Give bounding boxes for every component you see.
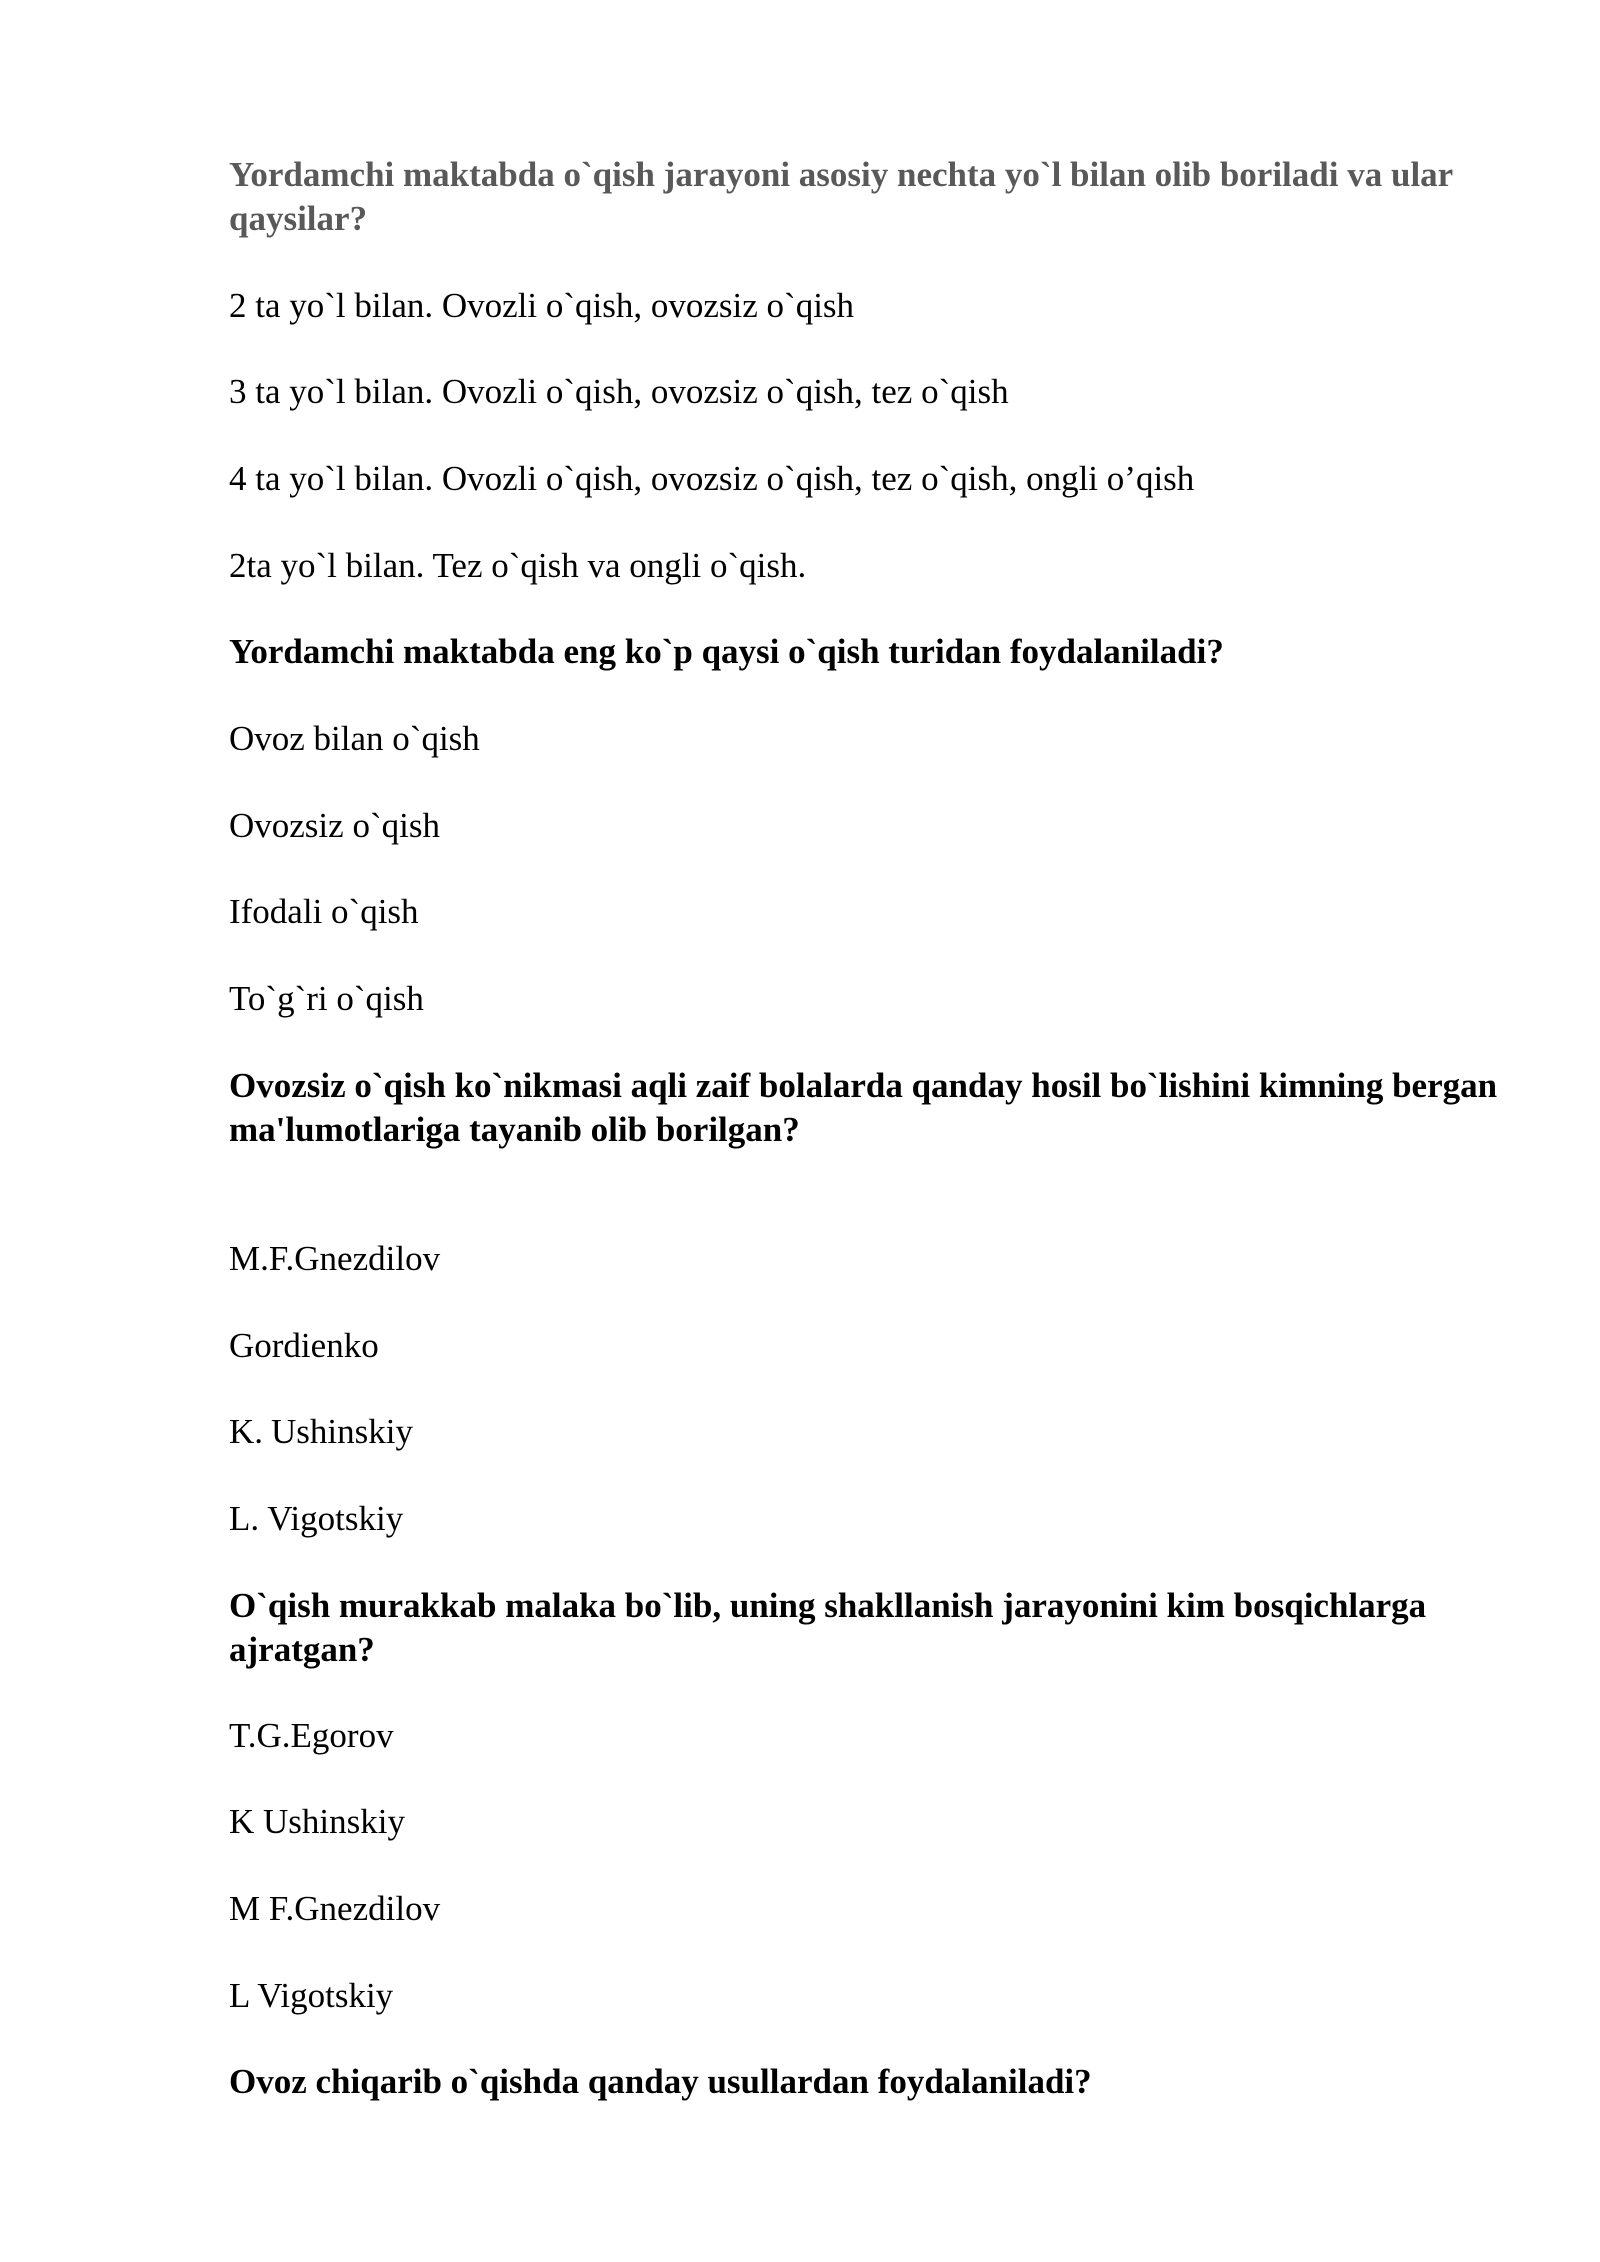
question-5: Ovoz chiqarib o`qishda qanday usullardan foydalaniladi? (229, 2062, 1092, 2101)
question-3-option-1: M.F.Gnezdilov (229, 1239, 441, 1278)
question-3: Ovozsiz o`qish ko`nikmasi aqli zaif bolalarda qanday hosil bo`lishini kimning bergan ma'lumotlariga tayanib olib borilgan? (229, 1066, 1498, 1149)
question-4-option-3: M F.Gnezdilov (229, 1889, 441, 1928)
question-4: O`qish murakkab malaka bo`lib, uning shakllanish jarayonini kim bosqichlarga ajratgan? (229, 1586, 1427, 1669)
question-1-option-4: 2ta yo`l bilan. Tez o`qish va ongli o`qish. (229, 546, 807, 585)
question-4-option-4: L Vigotskiy (229, 1976, 394, 2015)
question-2: Yordamchi maktabda eng ko`p qaysi o`qish turidan foydalaniladi? (229, 632, 1224, 671)
question-1: Yordamchi maktabda o`qish jarayoni asosiy nechta yo`l bilan olib boriladi va ular qaysilar? (229, 155, 1453, 238)
question-2-option-3: Ifodali o`qish (229, 892, 419, 931)
question-1-option-1: 2 ta yo`l bilan. Ovozli o`qish, ovozsiz o`qish (229, 286, 855, 325)
question-1-option-2: 3 ta yo`l bilan. Ovozli o`qish, ovozsiz o`qish, tez o`qish (229, 372, 1009, 411)
question-2-option-2: Ovozsiz o`qish (229, 806, 440, 845)
question-4-option-1: T.G.Egorov (229, 1716, 394, 1755)
option-prefix: K. (229, 1412, 264, 1451)
option-name: Ushinskiy (271, 1412, 413, 1451)
question-3-option-3 (229, 1410, 413, 1454)
question-3-option-2: Gordienko (229, 1326, 379, 1365)
question-2-option-4: To`g`ri o`qish (229, 979, 424, 1018)
question-4-option-2: K Ushinskiy (229, 1802, 405, 1841)
question-2-option-1: Ovoz bilan o`qish (229, 719, 480, 758)
question-1-option-3: 4 ta yo`l bilan. Ovozli o`qish, ovozsiz o`qish, tez o`qish, ongli o’qish (229, 459, 1195, 498)
question-3-option-4: L. Vigotskiy (229, 1499, 404, 1538)
